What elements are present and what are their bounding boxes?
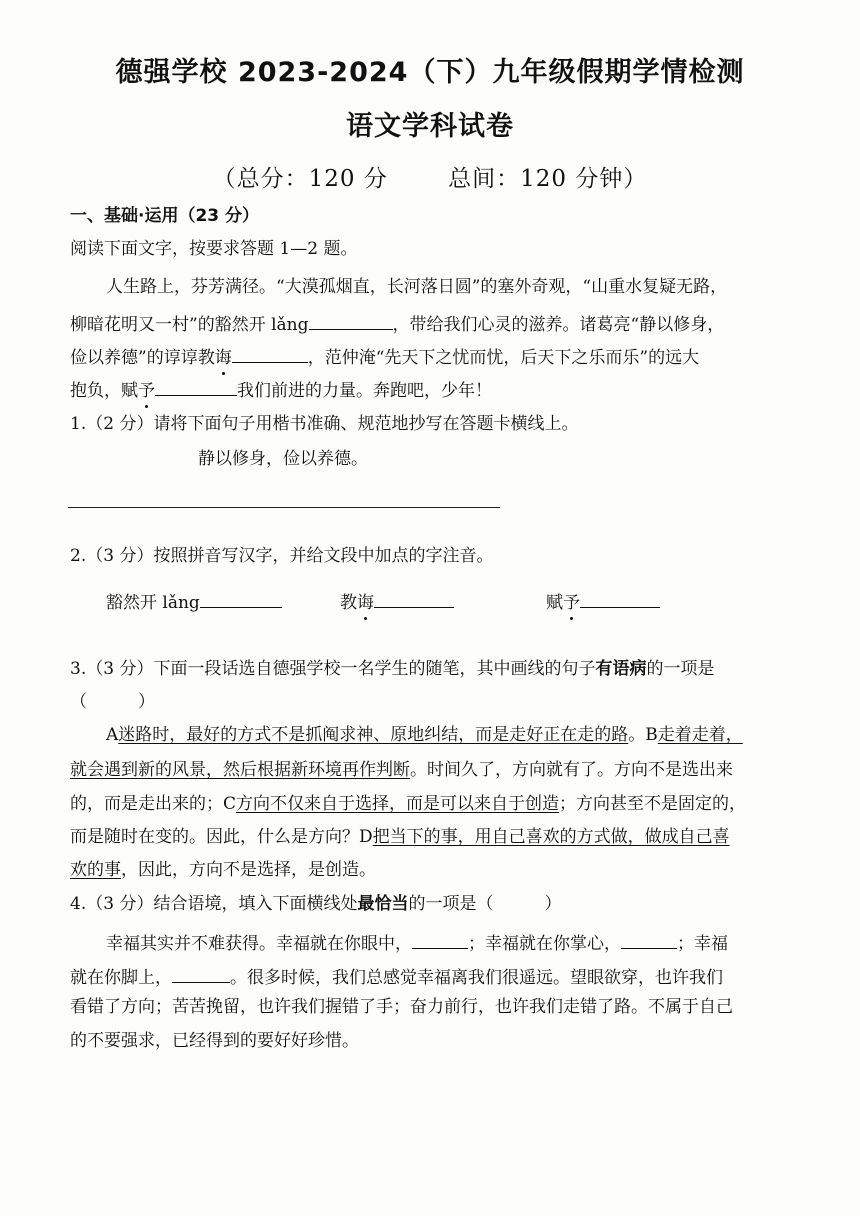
q4-line-1 [106, 932, 728, 953]
stem-text: 的一项是 [646, 659, 715, 679]
answer-blank[interactable] [374, 591, 454, 608]
q4-text: ；幸福 [677, 934, 728, 954]
q4-text: 就在你脚上， [70, 968, 172, 988]
q3-text: 。时间久了，方向就有了。方向不是选出来 [410, 760, 733, 780]
q3-text: 的，而是走出来的；C [70, 794, 237, 814]
passage-text: 我们前进的力量。奔跑吧，少年！ [237, 381, 492, 401]
answer-blank[interactable] [172, 966, 230, 983]
q4-line-3: 看错了方向；苦苦挽留，也许我们握错了手；奋力前行，也许我们走错了路。不属于自己 [70, 997, 733, 1017]
answer-blank[interactable] [309, 313, 393, 330]
passage-text: ，范仲淹“先天下之忧而忧，后天下之乐而乐”的远大 [307, 348, 700, 368]
answer-blank[interactable] [200, 591, 282, 608]
q3-line-3 [70, 796, 746, 813]
question-2-stem: 2.（3 分）按照拼音写汉字，并给文段中加点的字注音。 [70, 546, 494, 566]
question-4-stem [70, 896, 561, 913]
exam-info [0, 160, 860, 193]
stem-text: 4.（3 分）结合语境，填入下面横线处 [70, 894, 358, 914]
q4-text: 。很多时候，我们总感觉幸福离我们很遥远。望眼欲穿，也许我们 [230, 968, 723, 988]
passage-text: 抱负，赋 [70, 381, 138, 401]
answer-blank[interactable] [412, 932, 468, 949]
q3-line-4 [70, 829, 730, 846]
total-score: （总分：120 分 [212, 166, 388, 192]
underlined-sentence: 走着走着， [657, 725, 743, 745]
stem-emphasis: 有语病 [595, 659, 647, 679]
q3-line-5 [70, 862, 376, 879]
answer-blank[interactable] [580, 591, 660, 608]
q4-line-2 [70, 966, 723, 987]
section-heading: 一、基础·运用（23 分） [70, 206, 260, 226]
passage-text: 俭以养德”的谆谆教 [70, 348, 215, 368]
question-2-item-3 [546, 591, 660, 612]
answer-paren[interactable]: （ ） [70, 692, 155, 712]
underlined-sentence: 欢的事 [70, 860, 121, 880]
answer-blank[interactable] [621, 932, 677, 949]
question-3-stem [70, 661, 714, 678]
dotted-char: 予 [563, 593, 580, 613]
passage-line-4 [70, 379, 492, 400]
q4-text: 幸福其实并不难获得。幸福就在你眼中， [106, 934, 412, 954]
question-2-item-2 [340, 591, 454, 612]
q3-text: ；方向甚至不是固定的， [559, 794, 747, 814]
underlined-sentence: 就会遇到新的风景，然后根据新环境再作判断 [70, 760, 410, 780]
answer-blank[interactable] [155, 379, 237, 396]
passage-line-1: 人生路上，芬芳满径。“大漠孤烟直，长河落日圆”的塞外奇观，“山重水复疑无路， [106, 277, 728, 297]
section-instruction: 阅读下面文字，按要求答题 1—2 题。 [70, 239, 358, 259]
underlined-sentence: 迷路时，最好的方式不是抓阄求神、原地纠结，而是走好正在走的路 [118, 725, 629, 745]
dotted-char: 予 [138, 381, 155, 401]
stem-text: 3.（3 分）下面一段话选自德强学校一名学生的随笔，其中画线的句子 [70, 659, 596, 679]
question-2-item-1 [106, 591, 282, 612]
q3-text: 而是随时在变的。因此，什么是方向？D [70, 827, 373, 847]
exam-title: 德强学校 2023-2024（下）九年级假期学情检测 [115, 57, 745, 88]
total-time: 总间：120 分钟） [448, 166, 648, 192]
underlined-sentence: 方向不仅来自于选择，而是可以来自于创造 [236, 794, 560, 814]
item-text: 豁然开 lǎng [106, 593, 200, 613]
question-1-sentence: 静以修身，俭以养德。 [198, 449, 368, 469]
answer-line[interactable] [68, 507, 500, 508]
stem-text: 的一项是（ ） [408, 894, 562, 914]
item-text: 教 [340, 593, 357, 613]
option-label: 。B [628, 725, 658, 745]
q3-line-1 [106, 727, 743, 744]
stem-emphasis: 最恰当 [357, 894, 409, 914]
dotted-char: 诲 [214, 348, 232, 368]
underlined-sentence: 把当下的事，用自己喜欢的方式做，做成自己喜 [372, 827, 730, 847]
answer-blank[interactable] [232, 346, 308, 363]
exam-subject: 语文学科试卷 [346, 111, 514, 142]
passage-line-2 [70, 313, 724, 334]
q3-text: ，因此，方向不是选择，是创造。 [121, 860, 376, 880]
q3-line-2 [70, 762, 733, 779]
option-label: A [106, 725, 119, 745]
item-text: 赋 [546, 593, 563, 613]
q4-text: ；幸福就在你掌心， [468, 934, 621, 954]
passage-line-3 [70, 346, 699, 367]
question-1-stem: 1.（2 分）请将下面句子用楷书准确、规范地抄写在答题卡横线上。 [70, 414, 579, 434]
q4-line-4: 的不要强求，已经得到的要好好珍惜。 [70, 1031, 359, 1051]
passage-text: 柳暗花明又一村”的豁然开 lǎng [70, 315, 309, 335]
passage-text: ，带给我们心灵的滋养。诸葛亮“静以修身， [392, 315, 725, 335]
dotted-char: 诲 [357, 593, 374, 613]
